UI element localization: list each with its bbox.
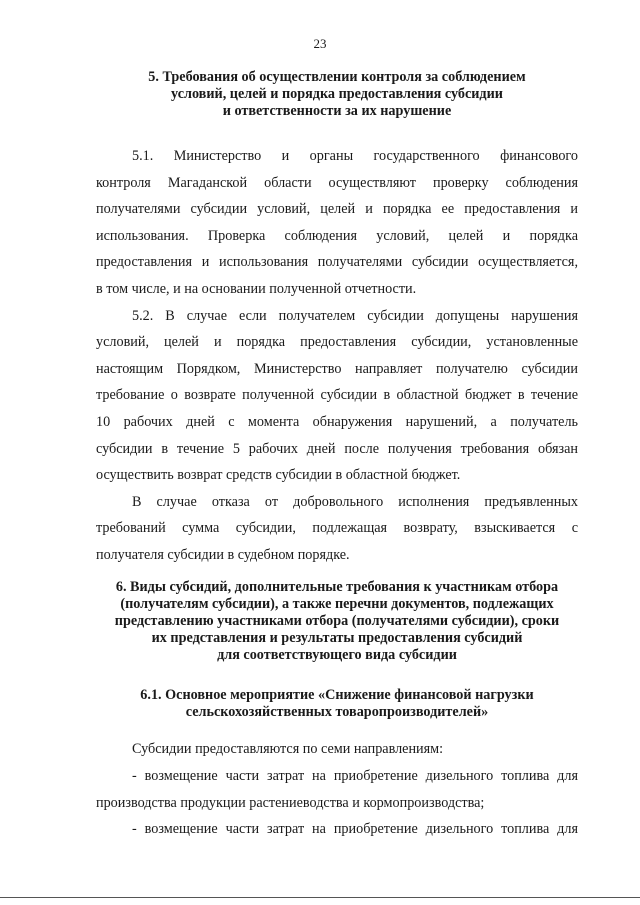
text-line: предоставления и использования получателями субсидии осуществляется, [96, 254, 578, 271]
heading-line: (получателям субсидии), а также перечни документов, подлежащих [120, 596, 554, 612]
list-item-diesel-1 [96, 763, 578, 816]
text-line: получателями субсидии условий, целей и порядка ее предоставления и [96, 201, 578, 218]
heading-line: 5. Требования об осуществлении контроля за соблюдением [148, 69, 526, 85]
heading-line: представлению участниками отбора (получателями субсидии), сроки [114, 613, 560, 629]
section-6-heading [96, 579, 578, 664]
heading-line: 6.1. Основное мероприятие «Снижение финансовой нагрузки [140, 687, 534, 703]
heading-line: и ответственности за их нарушение [222, 103, 452, 119]
text-line: требований сумма субсидии, подлежащая возврату, взыскивается с [96, 520, 578, 537]
text-line: осуществить возврат средств субсидии в областной бюджет. [96, 467, 461, 484]
text-line: 5.2. В случае если получателем субсидии допущены нарушения [132, 307, 578, 324]
text-line: - возмещение части затрат на приобретение дизельного топлива для [132, 821, 578, 837]
text-line: 5.1. Министерство и органы государственного финансового [132, 148, 578, 164]
text-line: получателя субсидии в судебном порядке. [96, 546, 350, 563]
text-line: Субсидии предоставляются по семи направлениям: [132, 741, 444, 757]
heading-line: условий, целей и порядка предоставления субсидии [171, 86, 503, 102]
heading-line: их представления и результаты предоставления субсидий [151, 630, 523, 646]
heading-line: 6. Виды субсидий, дополнительные требования к участникам отбора [115, 579, 559, 595]
text-line: условий, целей и порядка предоставления субсидии, установленные [96, 334, 578, 351]
text-line: настоящим Порядком, Министерство направляет получателю субсидии [96, 360, 578, 377]
paragraph-5-1 [96, 143, 578, 303]
text-line: контроля Магаданской области осуществляют проверку соблюдения [96, 174, 578, 191]
text-line: производства продукции растениеводства и кормопроизводства; [96, 794, 485, 811]
page-bottom-edge [0, 897, 640, 898]
section-5-heading [96, 69, 578, 120]
text-line: В случае отказа от добровольного исполнения предъявленных [132, 493, 578, 510]
paragraph-6-1-directions [96, 736, 578, 763]
list-item-diesel-2 [96, 816, 578, 843]
text-line: - возмещение части затрат на приобретение дизельного топлива для [132, 768, 578, 784]
paragraph-5-2-refusal [96, 489, 578, 569]
text-line: требование о возврате полученной субсидии в областной бюджет в течение [96, 387, 578, 404]
page-number: 23 [313, 36, 327, 51]
text-line: использования. Проверка соблюдения условий, целей и порядка [96, 227, 578, 244]
heading-line: сельскохозяйственных товаропроизводителей» [185, 704, 489, 720]
text-line: субсидии в течение 5 рабочих дней после получения требования обязан [96, 440, 578, 457]
subsection-6-1-heading [96, 687, 578, 721]
text-line: 10 рабочих дней с момента обнаружения нарушений, а получатель [96, 413, 578, 430]
heading-line: для соответствующего вида субсидии [217, 647, 457, 663]
paragraph-5-2 [96, 303, 578, 489]
text-line: в том числе, и на основании полученной отчетности. [96, 280, 417, 297]
